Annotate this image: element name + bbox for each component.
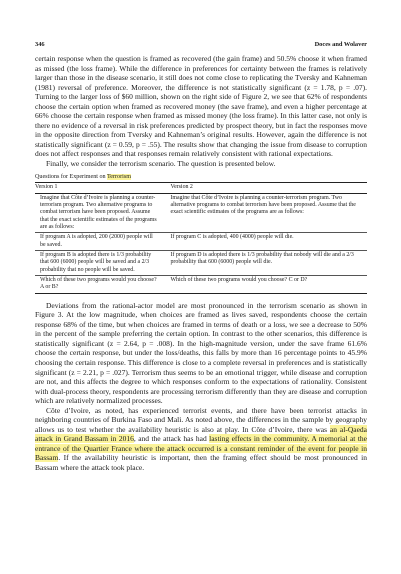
table-cell: If program D is adopted there is 1/3 probability that nobody will die and a 2/3 probability that 600 (6000) people will die. — [164, 250, 367, 275]
table-header-version-1: Version 1 — [35, 182, 164, 193]
cell-text: Imagine that Côte d’Ivoire is planning a counter-terrorism program. Two alternative programs to combat terrorism have been proposed. Assume that the exact scientific estimates of the programs are as follows: — [40, 194, 157, 230]
running-authors: Doces and Wolaver — [314, 41, 367, 48]
paragraph-terrorism-intro: Finally, we consider the terrorism scenario. The question is presented below. — [46, 159, 276, 169]
cell-text: Which of these two programs would you choose? A or B? — [40, 277, 157, 291]
table-caption-highlight: Terrorism — [107, 173, 131, 180]
table-row — [35, 233, 367, 251]
highlighted-text: lasting effects in the community. A memorial at the entrance of the Quartier France where the attack occurred is a constant reminder of the event for people in Bassam — [35, 434, 367, 463]
page-number: 346 — [35, 41, 45, 48]
questions-table — [35, 182, 367, 294]
table-cell — [35, 193, 164, 232]
text-run: Côte d’Ivoire, as noted, has experienced terrorist events, and there have been terrorist attacks in neighboring countries of Burkina Faso and Mali. As noted above, the differences in the sample by geography allows us to test whether the availability heuristic is also at play. In Côte d’Ivoire, there was — [35, 405, 367, 434]
table-caption-text: Questions for Experiment on — [35, 173, 107, 180]
table-row — [35, 275, 367, 293]
table-cell: Which of these two programs would you choose? C or D? — [164, 275, 367, 293]
table-cell — [35, 233, 164, 251]
table-caption — [35, 174, 367, 180]
table-cell: If program C is adopted, 400 (4000) people will die. — [164, 233, 367, 251]
running-header — [35, 41, 367, 53]
table-header-version-2: Version 2 — [164, 182, 367, 193]
text-run: , and the attack has had — [133, 434, 210, 444]
paragraph-availability-heuristic — [35, 406, 367, 473]
paragraph-terrorism-results: Deviations from the rational-actor model are most pronounced in the terrorism scenario as shown in Figure 3. At the low magnitude, when choices are framed as lives saved, respondents choose the certain response 68% of the time, but when choices are framed in terms of death or a loss, we see a decrease to 50% in the percent of the sample preferring the certain option. In contrast to the other scenarios, this difference is statistically significant (z = 2.64, p = .008). In the high-magnitude version, under the save frame 61.6% choose the certain response, but under the loss/deaths, this falls by more than 16 percentage points to 45.9% choosing the certain response. This difference is close to a complete reversal in preferences and is statistically significant (z = 2.21, p = .027). Terrorism thus seems to be an emotional trigger, while disease and corruption are not, and this affects the degree to which responses conform to the expectations of rationality. Consistent with dual-process theory, respondents are processing terrorism differently than they are disease and corruption which are relatively normalized processes. — [35, 300, 367, 406]
paragraph-corruption-results: certain response when the question is framed as recovered (the gain frame) and 50.5% choose it when framed as missed (the loss frame). While the difference in preferences for certainty between the frames is relatively larger than those in the disease scenario, it still does not come close to replicating the Tversky and Kahneman (1981) reversal of preference. Moreover, the difference is not statistically significant (z = 1.78, p = .07). Turning to the larger loss of $60 million, shown on the right side of Figure 2, we see that 62% of respondents choose the certain option when framed as recovered money (the save frame), and even a higher percentage at 66% choose the certain response when framed as missed money (the loss frame). In this latter case, not only is there no evidence of a reversal in risk preferences predicted by prospect theory, but in fact the responses move in the opposite direction from Tversky and Kahneman’s original results. However, again the difference is not statistically significant (z = 0.59, p = .55). The results show that changing the issue from disease to corruption does not affect responses and that responses remain relatively consistent with rational expectations. — [35, 54, 367, 159]
table-cell: Imagine that Côte d’Ivoire is planning a counter-terrorism program. Two alternative programs to combat terrorism have been proposed. Assume that the exact scientific estimates of the programs are as follows: — [164, 193, 367, 232]
table-row — [35, 250, 367, 275]
highlighted-text: an al-Qaeda attack in Grand Bassam in 2016 — [35, 424, 367, 444]
table-cell — [35, 250, 164, 275]
cell-text: If program B is adopted there is 1/3 probability that 600 (6000) people will be saved and a 2/3 probability that no people will be saved. — [40, 252, 152, 273]
table-row — [35, 193, 367, 232]
text-run: . If the availability heuristic is important, then the framing effect should be most pronounced in Bassam where the attack took place. — [35, 453, 367, 472]
table-cell — [35, 275, 164, 293]
cell-text: If program A is adopted, 200 (2000) people will be saved. — [40, 234, 153, 248]
